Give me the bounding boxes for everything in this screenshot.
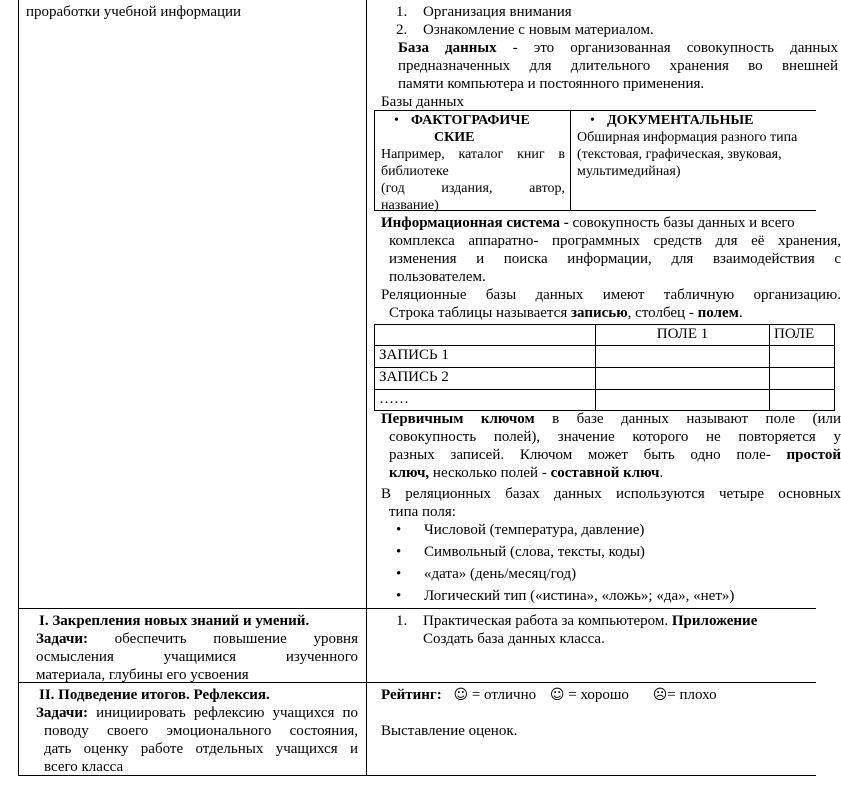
field-types-list bbox=[396, 521, 826, 605]
info-system-definition: Информационная система - совокупность базы данных и всего комплекса аппаратно- программных средств для её хранения, изменения и поиска информации, для взаимодействия с пользователем. bbox=[381, 215, 841, 285]
field-types-intro: В реляционных базах данных используются четыре основных типа поля: bbox=[381, 486, 841, 520]
table-row-divider bbox=[18, 608, 816, 609]
row3-left: II. Подведение итогов. Рефлексия. Задачи: инициировать рефлексию учащихся по поводу своего эмоционального состояния, дать оценку работе отдельных учащихся и всего класса bbox=[36, 687, 358, 775]
row1-left-text: проработки учебной информации bbox=[26, 4, 242, 20]
relational-intro: Реляционные базы данных имеют табличную организацию. Строка таблицы называется записью, столбец - полем. bbox=[381, 287, 841, 321]
list-item: • Числовой (температура, давление) bbox=[396, 522, 645, 538]
list-item: 1. Организация внимания bbox=[396, 4, 572, 20]
type-factographic: • ФАКТОГРАФИЧЕ СКИЕ Например, каталог книг в библиотеке (год издания, автор, название) bbox=[381, 113, 565, 213]
stage-list bbox=[376, 3, 816, 39]
row2-left: I. Закрепления новых знаний и умений. Задачи: обеспечить повышение уровня осмысления учащимися изученного материала, глубины его усвоения bbox=[36, 613, 358, 683]
rating-line: Рейтинг: ☺ = отлично ☺ = хорошо ☹= плохо bbox=[381, 687, 717, 703]
primary-key-definition: Первичным ключом в базе данных называют поле (или совокупность полей), значение которого не повторяется у разных записей. Ключом может быть одно поле- простой ключ, несколько полей - составной ключ. bbox=[381, 411, 841, 481]
list-item: 2. Ознакомление с новым материалом. bbox=[396, 22, 654, 38]
frown-icon: ☹ bbox=[652, 687, 668, 703]
list-item: • Логический тип («истина», «ложь»; «да», «нет») bbox=[396, 588, 735, 604]
table-row: ЗАПИСЬ 2 bbox=[375, 368, 835, 390]
list-item: • Символьный (слова, тексты, коды) bbox=[396, 544, 645, 560]
smile-icon: ☺ bbox=[453, 687, 469, 703]
table-row: …… bbox=[375, 390, 835, 411]
table-divider-vertical bbox=[366, 0, 367, 776]
table-header-cell: ПОЛЕ 1 bbox=[596, 325, 770, 346]
list-item: • «дата» (день/месяц/год) bbox=[396, 566, 577, 582]
database-definition: База данных - это организованная совокупность данных предназначенных для длительного хранения во внешней памяти компьютера и постоянного применения. bbox=[398, 40, 839, 92]
table-header-cell bbox=[375, 325, 596, 346]
table-row: ЗАПИСЬ 1 bbox=[375, 346, 835, 368]
records-table bbox=[374, 324, 835, 411]
row2-right: 1. Практическая работа за компьютером. Приложение Создать база данных класса. bbox=[396, 613, 758, 647]
type-documentary: • ДОКУМЕНТАЛЬНЫЕ Обширная информация разного типа (текстовая, графическая, звуковая, мультимедийная) bbox=[577, 113, 798, 179]
table-border-left bbox=[18, 0, 19, 776]
grades-text: Выставление оценок. bbox=[381, 723, 518, 739]
db-types-title: Базы данных bbox=[381, 94, 464, 110]
neutral-face-icon: ☺ bbox=[549, 687, 565, 703]
table-header-cell: ПОЛЕ bbox=[770, 325, 835, 346]
